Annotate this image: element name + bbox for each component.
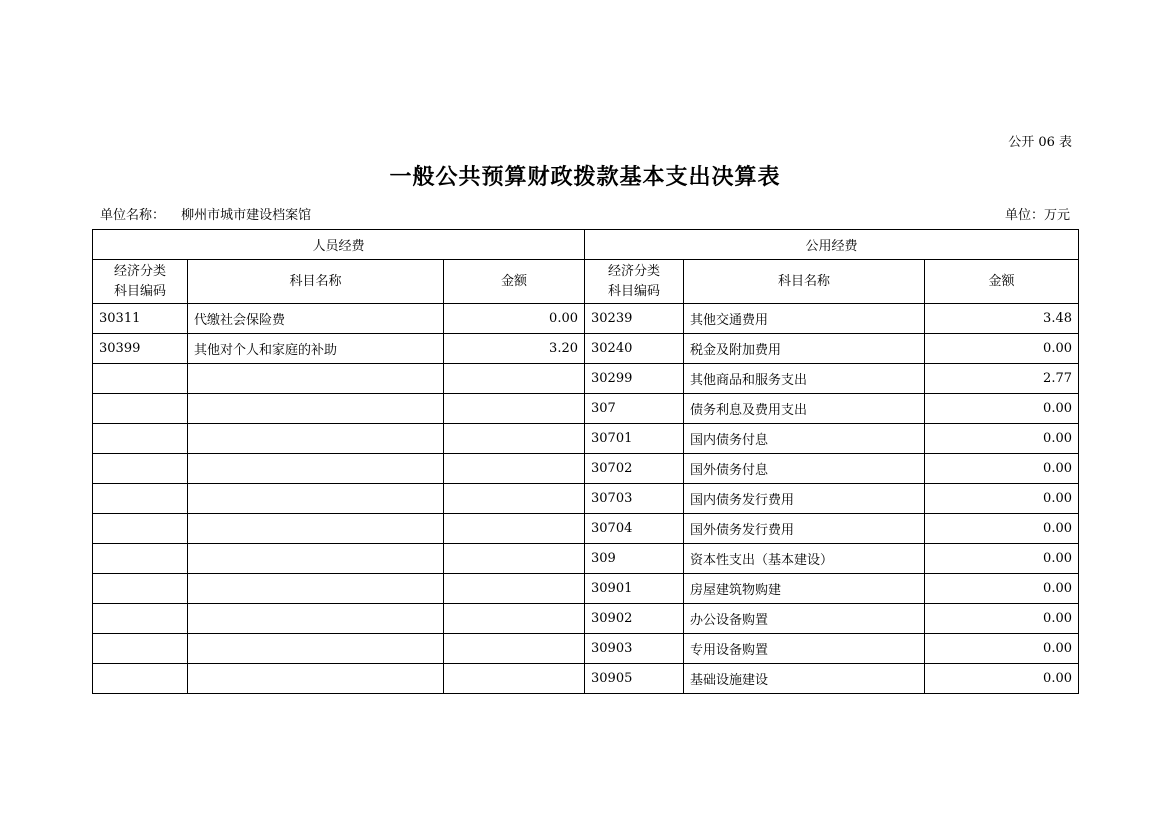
public-code-cell: 30703 xyxy=(585,484,684,514)
personnel-name-cell xyxy=(188,484,444,514)
public-code-cell: 30702 xyxy=(585,454,684,484)
public-name-cell: 资本性支出（基本建设） xyxy=(684,544,925,574)
personnel-amount-cell xyxy=(444,634,585,664)
column-header-row xyxy=(93,260,1079,304)
col-header-amount-personnel: 金额 xyxy=(444,260,585,304)
unit-info-line xyxy=(100,204,1070,223)
table-row xyxy=(93,304,1079,334)
public-name-cell: 国内债务发行费用 xyxy=(684,484,925,514)
public-name-cell: 债务利息及费用支出 xyxy=(684,394,925,424)
table-row xyxy=(93,664,1079,694)
public-amount-cell: 0.00 xyxy=(925,394,1079,424)
public-name-cell: 国外债务付息 xyxy=(684,454,925,484)
public-code-cell: 30902 xyxy=(585,604,684,634)
table-row xyxy=(93,634,1079,664)
col-header-code-personnel xyxy=(93,260,188,304)
personnel-code-cell: 30311 xyxy=(93,304,188,334)
personnel-name-cell xyxy=(188,394,444,424)
public-amount-cell: 0.00 xyxy=(925,604,1079,634)
public-name-cell: 办公设备购置 xyxy=(684,604,925,634)
group-personnel-header: 人员经费 xyxy=(93,230,585,260)
public-name-cell: 房屋建筑物购建 xyxy=(684,574,925,604)
public-amount-cell: 0.00 xyxy=(925,664,1079,694)
personnel-code-cell: 30399 xyxy=(93,334,188,364)
personnel-amount-cell xyxy=(444,514,585,544)
public-code-cell: 30901 xyxy=(585,574,684,604)
personnel-code-cell xyxy=(93,544,188,574)
col-header-code-line1: 经济分类 xyxy=(113,263,166,279)
public-code-cell: 30240 xyxy=(585,334,684,364)
public-name-cell: 其他商品和服务支出 xyxy=(684,364,925,394)
col-header-amount-public: 金额 xyxy=(925,260,1079,304)
personnel-amount-cell: 0.00 xyxy=(444,304,585,334)
personnel-amount-cell xyxy=(444,454,585,484)
personnel-code-cell xyxy=(93,634,188,664)
public-name-cell: 基础设施建设 xyxy=(684,664,925,694)
group-header-row xyxy=(93,230,1079,260)
unit-name-value: 柳州市城市建设档案馆 xyxy=(181,208,312,223)
personnel-amount-cell: 3.20 xyxy=(444,334,585,364)
page-title: 一般公共预算财政拨款基本支出决算表 xyxy=(389,164,781,190)
public-name-cell: 国内债务付息 xyxy=(684,424,925,454)
form-number: 公开 06 表 xyxy=(1008,135,1072,150)
personnel-name-cell xyxy=(188,424,444,454)
personnel-amount-cell xyxy=(444,364,585,394)
personnel-name-cell xyxy=(188,634,444,664)
public-amount-cell: 0.00 xyxy=(925,454,1079,484)
public-code-cell: 307 xyxy=(585,394,684,424)
personnel-amount-cell xyxy=(444,664,585,694)
personnel-code-cell xyxy=(93,424,188,454)
public-name-cell: 税金及附加费用 xyxy=(684,334,925,364)
personnel-name-cell xyxy=(188,604,444,634)
public-name-cell: 其他交通费用 xyxy=(684,304,925,334)
personnel-name-cell xyxy=(188,544,444,574)
personnel-name-cell xyxy=(188,574,444,604)
col-header-code-line1: 经济分类 xyxy=(607,263,660,279)
unit-of-measure: 单位：万元 xyxy=(1004,208,1070,223)
personnel-name-cell xyxy=(188,364,444,394)
personnel-amount-cell xyxy=(444,574,585,604)
public-amount-cell: 0.00 xyxy=(925,424,1079,454)
table-row xyxy=(93,514,1079,544)
table-row xyxy=(93,394,1079,424)
public-amount-cell: 0.00 xyxy=(925,574,1079,604)
personnel-amount-cell xyxy=(444,544,585,574)
public-code-cell: 30299 xyxy=(585,364,684,394)
personnel-name-cell: 代缴社会保险费 xyxy=(188,304,444,334)
personnel-code-cell xyxy=(93,394,188,424)
public-name-cell: 专用设备购置 xyxy=(684,634,925,664)
personnel-code-cell xyxy=(93,514,188,544)
personnel-amount-cell xyxy=(444,604,585,634)
public-amount-cell: 0.00 xyxy=(925,634,1079,664)
table-row xyxy=(93,604,1079,634)
personnel-code-cell xyxy=(93,484,188,514)
public-amount-cell: 3.48 xyxy=(925,304,1079,334)
personnel-amount-cell xyxy=(444,394,585,424)
public-amount-cell: 0.00 xyxy=(925,514,1079,544)
public-code-cell: 30239 xyxy=(585,304,684,334)
public-amount-cell: 2.77 xyxy=(925,364,1079,394)
public-code-cell: 30905 xyxy=(585,664,684,694)
public-code-cell: 309 xyxy=(585,544,684,574)
table-row xyxy=(93,454,1079,484)
table-row xyxy=(93,364,1079,394)
table-row xyxy=(93,424,1079,454)
personnel-name-cell: 其他对个人和家庭的补助 xyxy=(188,334,444,364)
col-header-code-line2: 科目编码 xyxy=(113,283,166,299)
public-code-cell: 30704 xyxy=(585,514,684,544)
public-code-cell: 30701 xyxy=(585,424,684,454)
table-row xyxy=(93,544,1079,574)
col-header-code-public xyxy=(585,260,684,304)
personnel-name-cell xyxy=(188,514,444,544)
personnel-code-cell xyxy=(93,664,188,694)
personnel-code-cell xyxy=(93,574,188,604)
personnel-code-cell xyxy=(93,454,188,484)
col-header-code-line2: 科目编码 xyxy=(607,283,660,299)
unit-name-label: 单位名称： xyxy=(100,208,166,223)
table-row xyxy=(93,574,1079,604)
public-amount-cell: 0.00 xyxy=(925,334,1079,364)
table-row xyxy=(93,484,1079,514)
group-public-header: 公用经费 xyxy=(585,230,1079,260)
table-row xyxy=(93,334,1079,364)
personnel-amount-cell xyxy=(444,484,585,514)
budget-table xyxy=(92,229,1079,694)
public-code-cell: 30903 xyxy=(585,634,684,664)
personnel-code-cell xyxy=(93,364,188,394)
personnel-name-cell xyxy=(188,454,444,484)
public-name-cell: 国外债务发行费用 xyxy=(684,514,925,544)
col-header-name-personnel: 科目名称 xyxy=(188,260,444,304)
public-amount-cell: 0.00 xyxy=(925,544,1079,574)
personnel-amount-cell xyxy=(444,424,585,454)
personnel-name-cell xyxy=(188,664,444,694)
public-amount-cell: 0.00 xyxy=(925,484,1079,514)
col-header-name-public: 科目名称 xyxy=(684,260,925,304)
personnel-code-cell xyxy=(93,604,188,634)
